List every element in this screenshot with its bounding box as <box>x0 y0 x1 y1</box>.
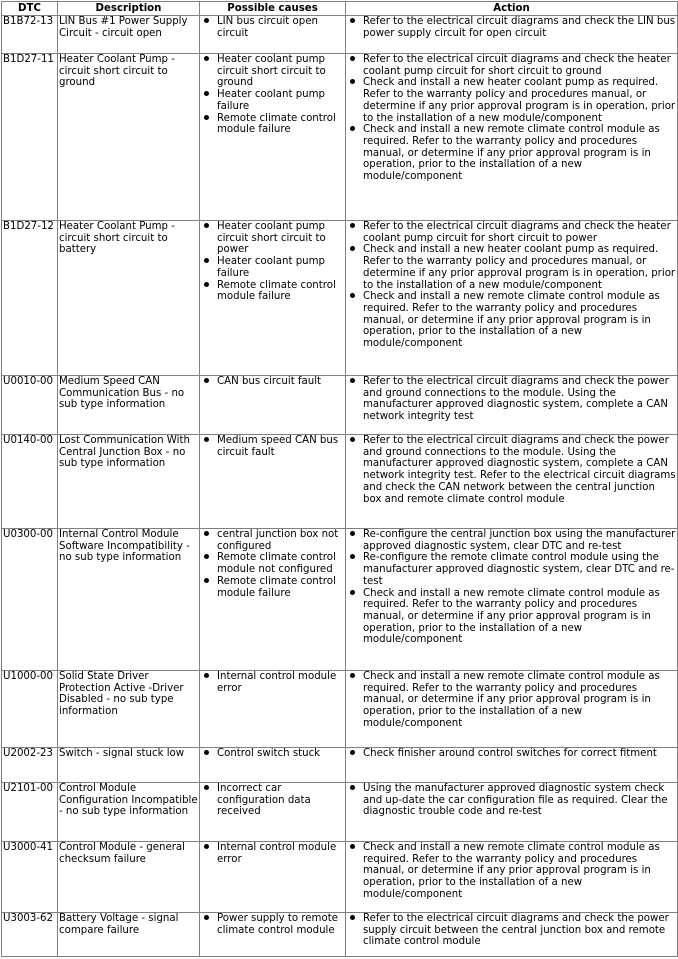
possible-causes-cell-list <box>201 221 344 303</box>
cause-item: central junction box not configured <box>201 529 344 552</box>
cause-item: Control switch stuck <box>201 748 344 760</box>
action-cell <box>346 376 678 435</box>
dtc-description: Heater Coolant Pump - circuit short circuit to battery <box>58 221 200 376</box>
possible-causes-cell-list <box>201 376 344 388</box>
action-item: Using the manufacturer approved diagnostic system check and up-date the car configuration file as required. Clear the diagnostic trouble code and re-test <box>347 783 676 818</box>
table-row <box>2 913 678 957</box>
possible-causes-cell <box>200 671 346 748</box>
action-cell-list <box>347 842 676 901</box>
action-item: Re-configure the central junction box using the manufacturer approved diagnostic system, clear DTC and re-test <box>347 529 676 552</box>
action-item: Check and install a new remote climate control module as required. Refer to the warranty policy and procedures manual, or determine if any prior approval program is in operation, prior to the installation of a new module/component <box>347 124 676 183</box>
action-cell-list <box>347 783 676 818</box>
cause-item: Internal control module error <box>201 671 344 694</box>
action-cell <box>346 913 678 957</box>
dtc-code: U0010-00 <box>2 376 58 435</box>
action-cell <box>346 221 678 376</box>
action-cell-list <box>347 748 676 760</box>
action-cell-list <box>347 221 676 350</box>
action-item: Check finisher around control switches for correct fitment <box>347 748 676 760</box>
action-item: Refer to the electrical circuit diagrams and check the LIN bus power supply circuit for open circuit <box>347 16 676 39</box>
possible-causes-cell <box>200 435 346 529</box>
dtc-code: U2101-00 <box>2 783 58 842</box>
dtc-description: Heater Coolant Pump - circuit short circuit to ground <box>58 54 200 221</box>
cause-item: Heater coolant pump circuit short circuit to ground <box>201 54 344 89</box>
possible-causes-cell-list <box>201 16 344 39</box>
cause-item: Internal control module error <box>201 842 344 865</box>
action-item: Check and install a new remote climate control module as required. Refer to the warranty policy and procedures manual, or determine if any prior approval program is in operation, prior to the installation of a new module/component <box>347 671 676 730</box>
action-cell-list <box>347 913 676 948</box>
table-row <box>2 376 678 435</box>
action-cell <box>346 529 678 671</box>
dtc-code: U0140-00 <box>2 435 58 529</box>
action-cell-list <box>347 376 676 423</box>
header-possible-causes: Possible causes <box>200 2 346 16</box>
action-cell <box>346 435 678 529</box>
action-cell <box>346 16 678 54</box>
possible-causes-cell-list <box>201 671 344 694</box>
dtc-code: U3000-41 <box>2 842 58 913</box>
dtc-code: B1D27-11 <box>2 54 58 221</box>
cause-item: Heater coolant pump failure <box>201 89 344 112</box>
dtc-description: Internal Control Module Software Incompatibility - no sub type information <box>58 529 200 671</box>
possible-causes-cell <box>200 54 346 221</box>
possible-causes-cell <box>200 748 346 783</box>
cause-item: LIN bus circuit open circuit <box>201 16 344 39</box>
action-item: Refer to the electrical circuit diagrams and check the power and ground connections to the module. Using the manufacturer approved diagnostic system, complete a CAN network integrity test. Refer to the electrical circuit diagrams and check the CAN network between the central junction box and remote climate control module <box>347 435 676 505</box>
dtc-description: Battery Voltage - signal compare failure <box>58 913 200 957</box>
header-description: Description <box>58 2 200 16</box>
action-item: Check and install a new remote climate control module as required. Refer to the warranty policy and procedures manual, or determine if any prior approval program is in operation, prior to the installation of a new module/component <box>347 291 676 350</box>
action-cell-list <box>347 671 676 730</box>
table-row <box>2 529 678 671</box>
table-header <box>2 2 678 16</box>
possible-causes-cell-list <box>201 783 344 818</box>
table-row <box>2 671 678 748</box>
action-cell <box>346 54 678 221</box>
dtc-code: U0300-00 <box>2 529 58 671</box>
dtc-code: B1B72-13 <box>2 16 58 54</box>
dtc-description: Control Module - general checksum failure <box>58 842 200 913</box>
action-cell <box>346 748 678 783</box>
possible-causes-cell-list <box>201 748 344 760</box>
table-row <box>2 748 678 783</box>
dtc-code: U2002-23 <box>2 748 58 783</box>
dtc-description: Lost Communication With Central Junction Box - no sub type information <box>58 435 200 529</box>
action-cell <box>346 783 678 842</box>
action-item: Check and install a new remote climate control module as required. Refer to the warranty policy and procedures manual, or determine if any prior approval program is in operation, prior to the installation of a new module/component <box>347 842 676 901</box>
cause-item: Remote climate control module not configured <box>201 552 344 575</box>
cause-item: Medium speed CAN bus circuit fault <box>201 435 344 458</box>
table-row <box>2 435 678 529</box>
action-cell <box>346 842 678 913</box>
dtc-table <box>1 1 678 957</box>
possible-causes-cell <box>200 783 346 842</box>
action-item: Check and install a new heater coolant pump as required. Refer to the warranty policy and procedures manual, or determine if any prior approval program is in operation, prior to the installation of a new module/component <box>347 77 676 124</box>
cause-item: Heater coolant pump circuit short circuit to power <box>201 221 344 256</box>
action-item: Check and install a new heater coolant pump as required. Refer to the warranty policy and procedures manual, or determine if any prior approval program is in operation, prior to the installation of a new module/component <box>347 244 676 291</box>
possible-causes-cell-list <box>201 54 344 136</box>
cause-item: CAN bus circuit fault <box>201 376 344 388</box>
possible-causes-cell <box>200 529 346 671</box>
action-cell <box>346 671 678 748</box>
table-row <box>2 54 678 221</box>
dtc-code: B1D27-12 <box>2 221 58 376</box>
header-action: Action <box>346 2 678 16</box>
dtc-description: Control Module Configuration Incompatible - no sub type information <box>58 783 200 842</box>
action-cell-list <box>347 435 676 505</box>
action-item: Refer to the electrical circuit diagrams and check the heater coolant pump circuit for short circuit to power <box>347 221 676 244</box>
possible-causes-cell-list <box>201 435 344 458</box>
action-item: Refer to the electrical circuit diagrams and check the power supply circuit between the central junction box and remote climate control module <box>347 913 676 948</box>
cause-item: Remote climate control module failure <box>201 280 344 303</box>
possible-causes-cell <box>200 913 346 957</box>
possible-causes-cell <box>200 221 346 376</box>
possible-causes-cell-list <box>201 913 344 936</box>
table-row <box>2 842 678 913</box>
action-cell-list <box>347 529 676 646</box>
cause-item: Remote climate control module failure <box>201 113 344 136</box>
action-item: Check and install a new remote climate control module as required. Refer to the warranty policy and procedures manual, or determine if any prior approval program is in operation, prior to the installation of a new module/component <box>347 588 676 647</box>
possible-causes-cell <box>200 842 346 913</box>
dtc-description: Solid State Driver Protection Active -Driver Disabled - no sub type information <box>58 671 200 748</box>
dtc-description: Switch - signal stuck low <box>58 748 200 783</box>
dtc-description: Medium Speed CAN Communication Bus - no sub type information <box>58 376 200 435</box>
dtc-description: LIN Bus #1 Power Supply Circuit - circuit open <box>58 16 200 54</box>
possible-causes-cell-list <box>201 842 344 865</box>
dtc-code: U3003-62 <box>2 913 58 957</box>
header-dtc: DTC <box>2 2 58 16</box>
table-row <box>2 783 678 842</box>
table-row <box>2 221 678 376</box>
action-item: Refer to the electrical circuit diagrams and check the power and ground connections to the module. Using the manufacturer approved diagnostic system, complete a CAN network integrity test <box>347 376 676 423</box>
action-item: Refer to the electrical circuit diagrams and check the heater coolant pump circuit for short circuit to ground <box>347 54 676 77</box>
table-row <box>2 16 678 54</box>
action-item: Re-configure the remote climate control module using the manufacturer approved diagnostic system, clear DTC and re-test <box>347 552 676 587</box>
possible-causes-cell-list <box>201 529 344 599</box>
table-body <box>2 16 678 957</box>
action-cell-list <box>347 54 676 183</box>
cause-item: Remote climate control module failure <box>201 576 344 599</box>
possible-causes-cell <box>200 376 346 435</box>
header-row <box>2 2 678 16</box>
action-cell-list <box>347 16 676 39</box>
cause-item: Power supply to remote climate control module <box>201 913 344 936</box>
possible-causes-cell <box>200 16 346 54</box>
cause-item: Incorrect car configuration data received <box>201 783 344 818</box>
dtc-code: U1000-00 <box>2 671 58 748</box>
cause-item: Heater coolant pump failure <box>201 256 344 279</box>
